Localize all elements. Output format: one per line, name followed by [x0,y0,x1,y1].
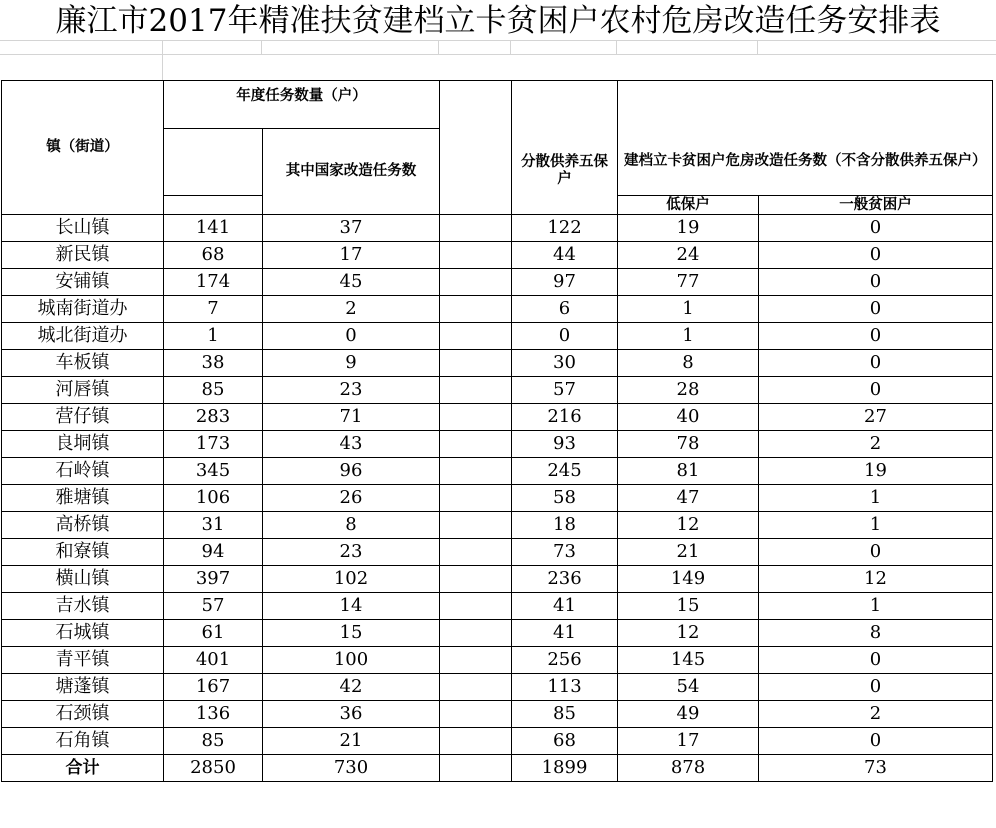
town-cell: 营仔镇 [2,404,164,431]
wubao-cell: 0 [512,323,618,350]
annual-tasks-cell: 401 [164,647,263,674]
task-table [1,80,993,782]
grid-line [438,40,439,54]
town-cell: 塘蓬镇 [2,674,164,701]
wubao-cell: 41 [512,620,618,647]
national-tasks-cell: 43 [263,431,440,458]
dibao-cell: 24 [618,242,759,269]
blank-cell [440,647,512,674]
national-tasks-cell: 2 [263,296,440,323]
national-tasks-cell: 102 [263,566,440,593]
table-row [2,269,993,296]
table-row [2,593,993,620]
table-row [2,431,993,458]
general-poor-cell: 12 [759,566,993,593]
town-cell: 安铺镇 [2,269,164,296]
header-blank-cell [440,196,512,215]
wubao-cell: 41 [512,593,618,620]
annual-tasks-cell: 68 [164,242,263,269]
annual-tasks-cell: 174 [164,269,263,296]
dibao-cell: 19 [618,215,759,242]
annual-tasks-cell: 136 [164,701,263,728]
dibao-cell: 12 [618,512,759,539]
table-row [2,242,993,269]
dibao-cell: 47 [618,485,759,512]
table-row [2,728,993,755]
annual-tasks-cell: 38 [164,350,263,377]
header-dibao: 低保户 [618,196,759,215]
national-tasks-cell: 26 [263,485,440,512]
national-tasks-cell: 23 [263,539,440,566]
wubao-cell: 256 [512,647,618,674]
table-row [2,512,993,539]
header-general-poor: 一般贫困户 [759,196,993,215]
annual-tasks-cell: 141 [164,215,263,242]
wubao-cell: 97 [512,269,618,296]
grid-line [162,40,163,80]
blank-cell [440,539,512,566]
header-blank-cell [440,129,512,196]
national-tasks-cell: 0 [263,323,440,350]
wubao-cell: 44 [512,242,618,269]
general-poor-cell: 27 [759,404,993,431]
national-tasks-cell: 23 [263,377,440,404]
general-poor-cell: 0 [759,323,993,350]
dibao-cell: 40 [618,404,759,431]
town-cell: 城南街道办 [2,296,164,323]
table-row [2,701,993,728]
annual-tasks-cell: 1 [164,323,263,350]
table-row [2,377,993,404]
wubao-cell: 1899 [512,755,618,782]
table-row [2,215,993,242]
grid-line [616,40,617,54]
national-tasks-cell: 17 [263,242,440,269]
header-blank-cell [164,196,263,215]
header-blank-cell [164,129,263,196]
dibao-cell: 8 [618,350,759,377]
town-cell: 城北街道办 [2,323,164,350]
national-tasks-cell: 45 [263,269,440,296]
grid-line [0,54,996,55]
annual-tasks-cell: 167 [164,674,263,701]
table-row [2,485,993,512]
annual-tasks-cell: 283 [164,404,263,431]
general-poor-cell: 0 [759,647,993,674]
dibao-cell: 1 [618,296,759,323]
general-poor-cell: 2 [759,431,993,458]
dibao-cell: 81 [618,458,759,485]
dibao-cell: 49 [618,701,759,728]
grid-line [0,40,996,41]
national-tasks-cell: 71 [263,404,440,431]
general-poor-cell: 0 [759,674,993,701]
town-cell: 石岭镇 [2,458,164,485]
total-row [2,755,993,782]
national-tasks-cell: 730 [263,755,440,782]
dibao-cell: 149 [618,566,759,593]
blank-cell [440,377,512,404]
blank-cell [440,755,512,782]
wubao-cell: 68 [512,728,618,755]
header-town: 镇（街道） [2,81,164,215]
town-cell: 车板镇 [2,350,164,377]
national-tasks-cell: 100 [263,647,440,674]
table-row [2,323,993,350]
general-poor-cell: 0 [759,215,993,242]
wubao-cell: 216 [512,404,618,431]
annual-tasks-cell: 85 [164,377,263,404]
national-tasks-cell: 9 [263,350,440,377]
blank-cell [440,593,512,620]
grid-line [510,40,511,54]
town-cell: 青平镇 [2,647,164,674]
general-poor-cell: 19 [759,458,993,485]
blank-cell [440,350,512,377]
general-poor-cell: 1 [759,593,993,620]
blank-cell [440,323,512,350]
annual-tasks-cell: 94 [164,539,263,566]
annual-tasks-cell: 2850 [164,755,263,782]
table-row [2,566,993,593]
blank-cell [440,242,512,269]
header-annual-tasks: 年度任务数量（户） [164,81,440,129]
grid-line [757,40,758,54]
general-poor-cell: 0 [759,296,993,323]
wubao-cell: 85 [512,701,618,728]
dibao-cell: 145 [618,647,759,674]
national-tasks-cell: 15 [263,620,440,647]
blank-cell [440,620,512,647]
national-tasks-cell: 96 [263,458,440,485]
dibao-cell: 78 [618,431,759,458]
town-cell: 雅塘镇 [2,485,164,512]
town-cell: 石颈镇 [2,701,164,728]
town-cell: 良垌镇 [2,431,164,458]
blank-cell [440,458,512,485]
town-cell: 石角镇 [2,728,164,755]
page-title: 廉江市2017年精准扶贫建档立卡贫困户农村危房改造任务安排表 [55,3,941,39]
town-cell: 长山镇 [2,215,164,242]
dibao-cell: 878 [618,755,759,782]
table-row [2,404,993,431]
dibao-cell: 12 [618,620,759,647]
annual-tasks-cell: 106 [164,485,263,512]
town-cell: 河唇镇 [2,377,164,404]
annual-tasks-cell: 397 [164,566,263,593]
annual-tasks-cell: 61 [164,620,263,647]
table-row [2,296,993,323]
blank-cell [440,215,512,242]
annual-tasks-cell: 57 [164,593,263,620]
annual-tasks-cell: 85 [164,728,263,755]
header-poor-households: 建档立卡贫困户危房改造任务数（不含分散供养五保户） [618,129,993,196]
national-tasks-cell: 8 [263,512,440,539]
header-blank-cell [618,81,993,129]
wubao-cell: 93 [512,431,618,458]
annual-tasks-cell: 7 [164,296,263,323]
general-poor-cell: 1 [759,485,993,512]
general-poor-cell: 0 [759,728,993,755]
general-poor-cell: 0 [759,242,993,269]
wubao-cell: 236 [512,566,618,593]
blank-cell [440,431,512,458]
blank-cell [440,296,512,323]
grid-line [261,40,262,54]
table-row [2,539,993,566]
header-blank-cell [512,81,618,129]
table-row [2,620,993,647]
table-row [2,674,993,701]
town-cell: 合计 [2,755,164,782]
table-row [2,458,993,485]
header-wubao: 分散供养五保户 [512,129,618,215]
table-row [2,350,993,377]
blank-cell [440,512,512,539]
general-poor-cell: 0 [759,350,993,377]
wubao-cell: 6 [512,296,618,323]
blank-cell [440,674,512,701]
national-tasks-cell: 14 [263,593,440,620]
town-cell: 横山镇 [2,566,164,593]
dibao-cell: 15 [618,593,759,620]
dibao-cell: 77 [618,269,759,296]
table-row [2,647,993,674]
town-cell: 和寮镇 [2,539,164,566]
general-poor-cell: 0 [759,539,993,566]
town-cell: 高桥镇 [2,512,164,539]
general-poor-cell: 2 [759,701,993,728]
blank-cell [440,701,512,728]
national-tasks-cell: 21 [263,728,440,755]
annual-tasks-cell: 345 [164,458,263,485]
town-cell: 吉水镇 [2,593,164,620]
wubao-cell: 73 [512,539,618,566]
national-tasks-cell: 36 [263,701,440,728]
wubao-cell: 113 [512,674,618,701]
blank-cell [440,404,512,431]
wubao-cell: 58 [512,485,618,512]
wubao-cell: 122 [512,215,618,242]
general-poor-cell: 0 [759,269,993,296]
general-poor-cell: 8 [759,620,993,647]
general-poor-cell: 1 [759,512,993,539]
wubao-cell: 18 [512,512,618,539]
national-tasks-cell: 37 [263,215,440,242]
dibao-cell: 28 [618,377,759,404]
header-national-tasks: 其中国家改造任务数 [263,129,440,215]
header-blank-cell [440,81,512,129]
dibao-cell: 54 [618,674,759,701]
annual-tasks-cell: 31 [164,512,263,539]
blank-cell [440,566,512,593]
dibao-cell: 1 [618,323,759,350]
blank-cell [440,269,512,296]
town-cell: 新民镇 [2,242,164,269]
general-poor-cell: 0 [759,377,993,404]
blank-cell [440,728,512,755]
wubao-cell: 245 [512,458,618,485]
town-cell: 石城镇 [2,620,164,647]
annual-tasks-cell: 173 [164,431,263,458]
general-poor-cell: 73 [759,755,993,782]
national-tasks-cell: 42 [263,674,440,701]
wubao-cell: 57 [512,377,618,404]
blank-cell [440,485,512,512]
dibao-cell: 17 [618,728,759,755]
dibao-cell: 21 [618,539,759,566]
wubao-cell: 30 [512,350,618,377]
